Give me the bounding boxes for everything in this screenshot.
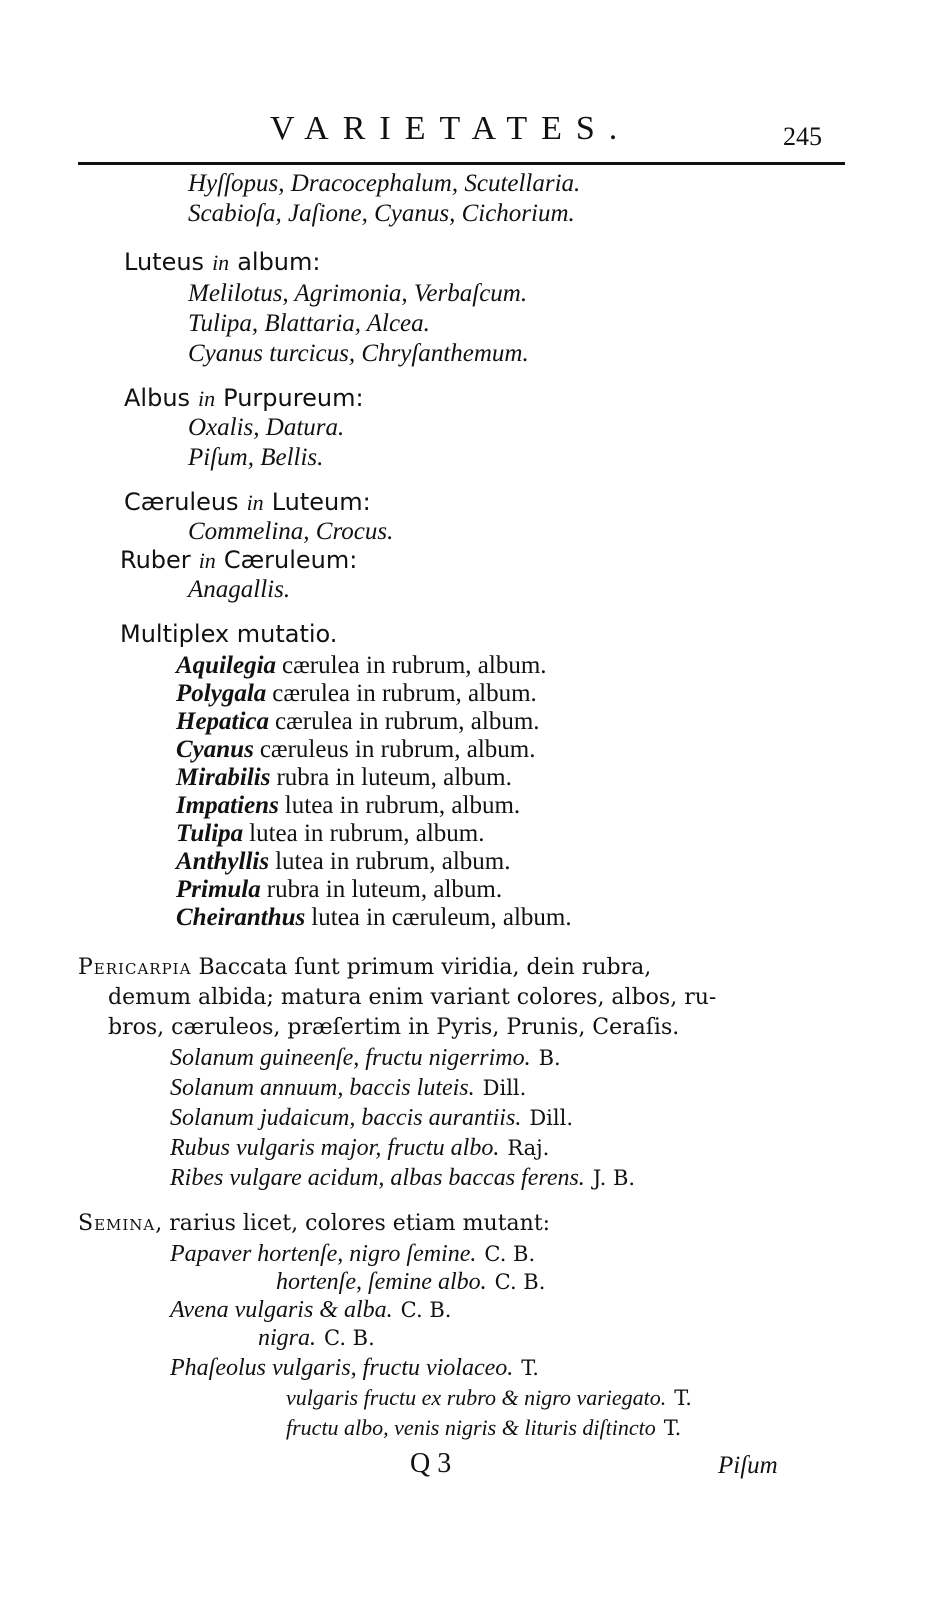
genus-name: Polygala xyxy=(176,680,267,707)
mutation-text: lutea in cæruleum, album. xyxy=(311,904,572,931)
running-title: VARIETATES. xyxy=(270,110,632,147)
genus-name: Tulipa xyxy=(176,820,244,847)
reference-line xyxy=(170,1104,573,1132)
plant-list-line: Commelina, Crocus. xyxy=(188,518,394,545)
plant-list-line: Scabioſa, Jaſione, Cyanus, Cichorium. xyxy=(188,200,575,227)
mutation-text: lutea in rubrum, album. xyxy=(284,792,521,819)
reference-abbrev: C. B. xyxy=(484,1242,536,1266)
genus-name: Aquilegia xyxy=(176,652,277,679)
reference-text: Phaſeolus vulgaris, fructu violaceo. xyxy=(170,1355,514,1381)
mutation-text: cæruleus in rubrum, album. xyxy=(259,736,536,763)
reference-abbrev: C. B. xyxy=(400,1298,452,1322)
plant-list-line: Anagallis. xyxy=(188,576,291,603)
heading-preposition: in xyxy=(198,548,216,573)
reference-line xyxy=(286,1384,692,1412)
mutation-text: cærulea in rubrum, album. xyxy=(282,652,547,679)
heading-color-from: Luteus xyxy=(124,248,205,276)
mutation-row xyxy=(176,820,485,848)
heading-color-to: Purpureum: xyxy=(223,384,364,412)
heading-color-to: Cæruleum: xyxy=(223,546,358,574)
reference-text: hortenſe, ſemine albo. xyxy=(276,1269,487,1295)
paragraph-text: Baccata ſunt primum viridia, dein rubra, xyxy=(198,955,652,980)
mutation-row xyxy=(176,904,572,932)
genus-name: Cyanus xyxy=(176,736,254,763)
reference-line xyxy=(170,1044,561,1072)
semina-line xyxy=(78,1210,550,1238)
reference-text: Solanum annuum, baccis luteis. xyxy=(170,1075,475,1101)
plant-list-line: Hyſſopus, Dracocephalum, Scutellaria. xyxy=(188,170,581,197)
genus-name: Cheiranthus xyxy=(176,904,306,931)
reference-text: Papaver hortenſe, nigro ſemine. xyxy=(170,1241,477,1267)
reference-text: Avena vulgaris & alba. xyxy=(170,1297,393,1323)
mutation-text: rubra in luteum, album. xyxy=(276,764,512,791)
mutation-row xyxy=(176,736,535,764)
reference-line xyxy=(170,1240,535,1268)
reference-line xyxy=(170,1354,539,1382)
reference-text: Rubus vulgaris major, fructu albo. xyxy=(170,1135,500,1161)
reference-abbrev: B. xyxy=(538,1046,561,1070)
mutation-text: cærulea in rubrum, album. xyxy=(275,708,540,735)
mutation-text: cærulea in rubrum, album. xyxy=(272,680,537,707)
mutation-text: lutea in rubrum, album. xyxy=(275,848,511,875)
mutation-row xyxy=(176,764,512,792)
reference-abbrev: Dill. xyxy=(482,1076,527,1100)
reference-abbrev: C. B. xyxy=(494,1270,546,1294)
heading-color-from: Cæruleus xyxy=(124,488,239,516)
plant-list-line: Melilotus, Agrimonia, Verbaſcum. xyxy=(188,280,528,307)
reference-line xyxy=(170,1074,526,1102)
reference-line xyxy=(170,1134,549,1162)
plant-list-line: Piſum, Bellis. xyxy=(188,444,324,471)
reference-text: vulgaris fructu ex rubro & nigro variegato. xyxy=(286,1385,667,1410)
reference-abbrev: T. xyxy=(663,1416,682,1440)
genus-name: Hepatica xyxy=(176,708,270,735)
pericarpia-line: demum albida; matura enim variant colores, albos, ru- xyxy=(108,985,717,1010)
heading-preposition: in xyxy=(212,250,230,275)
reference-line xyxy=(276,1268,545,1296)
reference-abbrev: C. B. xyxy=(324,1326,375,1350)
mutation-row xyxy=(176,792,520,820)
heading-preposition: in xyxy=(246,490,264,515)
reference-text: Solanum guineenſe, fructu nigerrimo. xyxy=(170,1045,531,1071)
reference-line xyxy=(258,1324,375,1352)
reference-text: Ribes vulgare acidum, albas baccas ferens. xyxy=(170,1165,585,1191)
reference-abbrev: Dill. xyxy=(529,1106,573,1130)
mutation-row xyxy=(176,876,502,904)
mutation-row xyxy=(176,680,537,708)
heading-color-to: album: xyxy=(237,248,321,276)
plant-list-line: Cyanus turcicus, Chryſanthemum. xyxy=(188,340,529,367)
plant-list-line: Oxalis, Datura. xyxy=(188,414,345,441)
reference-abbrev: Raj. xyxy=(507,1136,550,1160)
catchword: Piſum xyxy=(718,1452,778,1479)
section-heading-luteus xyxy=(124,248,320,277)
reference-text: Solanum judaicum, baccis aurantiis. xyxy=(170,1105,522,1131)
pericarpia-lead: Pericarpia xyxy=(78,955,192,980)
heading-color-to: Luteum: xyxy=(271,488,371,516)
signature-mark: Q 3 xyxy=(410,1448,452,1479)
genus-name: Impatiens xyxy=(176,792,279,819)
mutation-row xyxy=(176,652,547,680)
plant-list-line: Tulipa, Blattaria, Alcea. xyxy=(188,310,430,337)
reference-line xyxy=(170,1296,451,1324)
reference-text: fructu albo, venis nigris & lituris diſtincto xyxy=(286,1415,656,1440)
mutation-row xyxy=(176,848,510,876)
mutation-text: rubra in luteum, album. xyxy=(266,876,503,903)
pericarpia-line xyxy=(78,954,651,982)
section-heading-multiplex: Multiplex mutatio. xyxy=(120,620,338,648)
paragraph-text: , rarius licet, colores etiam mutant: xyxy=(155,1211,551,1236)
mutation-text: lutea in rubrum, album. xyxy=(249,820,485,847)
heading-color-from: Ruber xyxy=(120,546,191,574)
section-heading-caeruleus xyxy=(124,488,371,517)
semina-lead: Semina xyxy=(78,1211,156,1236)
reference-line xyxy=(170,1164,635,1192)
page-number: 245 xyxy=(783,122,822,151)
section-heading-ruber xyxy=(120,546,357,575)
mutation-row xyxy=(176,708,540,736)
genus-name: Mirabilis xyxy=(176,764,271,791)
genus-name: Primula xyxy=(176,876,261,903)
genus-name: Anthyllis xyxy=(176,848,270,875)
reference-abbrev: J. B. xyxy=(592,1166,636,1190)
pericarpia-line: bros, cæruleos, præſertim in Pyris, Prunis, Ceraſis. xyxy=(108,1015,680,1040)
reference-line xyxy=(286,1414,681,1442)
reference-abbrev: T. xyxy=(674,1386,692,1410)
reference-text: nigra. xyxy=(258,1325,317,1351)
reference-abbrev: T. xyxy=(521,1356,539,1380)
section-heading-albus xyxy=(124,384,364,413)
heading-preposition: in xyxy=(198,386,216,411)
heading-color-from: Albus xyxy=(124,384,191,412)
header-rule xyxy=(78,162,845,165)
